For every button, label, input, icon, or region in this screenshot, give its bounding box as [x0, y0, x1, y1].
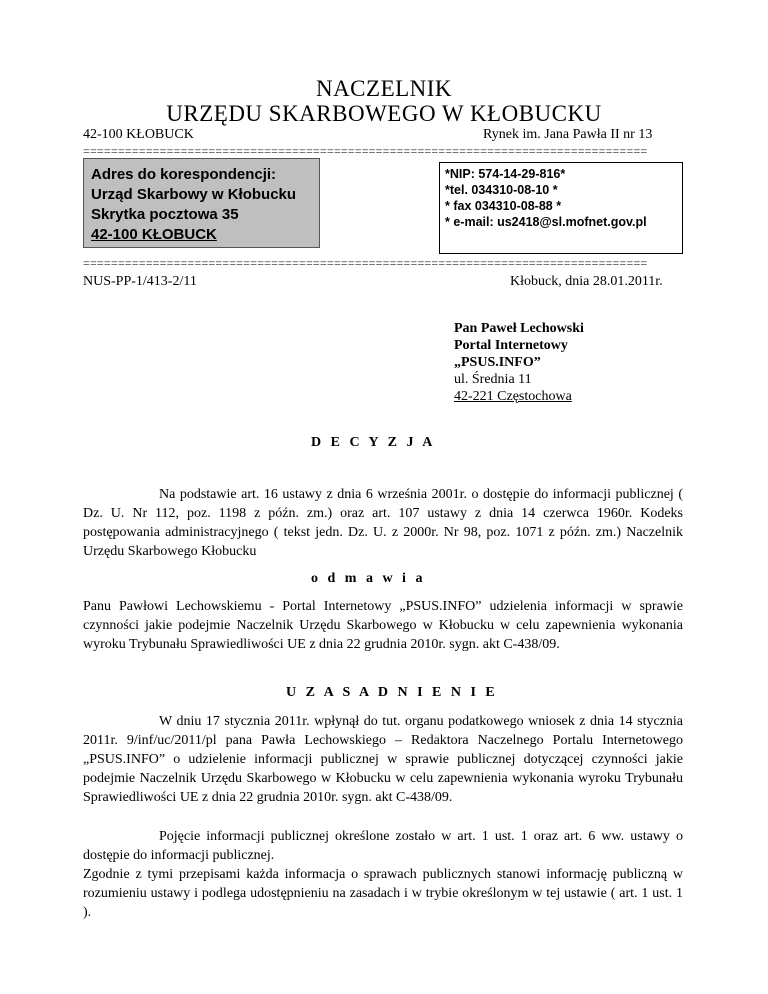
authority-title-line2: URZĘDU SKARBOWEGO W KŁOBUCKU	[166, 101, 602, 126]
header-separator-rule: =================================================================================	[83, 144, 648, 158]
justification-heading: U Z A S A D N I E N I E	[286, 685, 498, 700]
office-postal-city: 42-100 KŁOBUCK	[83, 127, 194, 142]
office-street: Rynek im. Jana Pawła II nr 13	[483, 127, 653, 142]
letter-date: Kłobuck, dnia 28.01.2011r.	[510, 274, 663, 289]
justification-paragraph: W dniu 17 stycznia 2011r. wpłynął do tut. organu podatkowego wniosek z dnia 14 stycznia 2011r. 9/inf/uc/2011/pl pana Pawła Lechowskiego – Redaktora Naczelnego Portalu Internetowego „PSUS.INFO” o udzielenie informacji publicznej w sprawie publicznej dotyczącej czynności jakie podejmie Naczelnik Urzędu Skarbowego w Kłobucku w celu zapewnienia wykonania wyroku Trybunału Sprawiedliwości UE z dnia 22 grudnia 2010r. sygn. akt C-438/09.	[83, 714, 683, 805]
contact-phone: *tel. 034310-08-10 *	[445, 183, 558, 197]
correspondence-po-box: Skrytka pocztowa 35	[91, 206, 239, 223]
definition-paragraph: Pojęcie informacji publicznej określone zostało w art. 1 ust. 1 oraz art. 6 ww. ustawy o dostępie do informacji publicznej.	[83, 829, 683, 863]
recipient-name: Pan Paweł Lechowski	[454, 321, 584, 336]
case-reference-number: NUS-PP-1/413-2/11	[83, 274, 197, 289]
contact-email: * e-mail: us2418@sl.mofnet.gov.pl	[445, 215, 647, 229]
legal-basis-paragraph: Na podstawie art. 16 ustawy z dnia 6 września 2001r. o dostępie do informacji publicznej ( Dz. U. Nr 112, poz. 1198 z późn. zm.) oraz art. 107 ustawy z dnia 14 czerwca 1960r. Kodeks postępowania administracyjnego ( tekst jedn. Dz. U. z 2000r. Nr 98, poz. 1071 z późn. zm.) Naczelnik Urzędu Skarbowego Kłobucku	[83, 487, 683, 559]
decision-heading: D E C Y Z J A	[311, 435, 436, 450]
correspondence-postal-city: 42-100 KŁOBUCK	[91, 226, 217, 243]
recipient-address	[454, 320, 584, 405]
recipient-street: ul. Średnia 11	[454, 372, 532, 387]
authority-title-line1: NACZELNIK	[315, 76, 453, 101]
contact-nip: *NIP: 574-14-29-816*	[445, 167, 566, 181]
refusal-paragraph: Panu Pawłowi Lechowskiemu - Portal Internetowy „PSUS.INFO” udzielenia informacji w sprawie czynności jakie podejmie Naczelnik Urzędu Skarbowego w Kłobucku w celu zapewnienia wykonania wyroku Trybunału Sprawiedliwości UE z dnia 22 grudnia 2010r. sygn. akt C-438/09.	[83, 599, 683, 652]
contact-fax: * fax 034310-08-88 *	[445, 199, 562, 213]
correspondence-label: Adres do korespondencji:	[91, 166, 277, 183]
correspondence-address-box	[83, 158, 320, 248]
contact-details-box	[439, 162, 683, 254]
public-information-paragraph: Zgodnie z tymi przepisami każda informacja o sprawach publicznych stanowi informację publiczną w rozumieniu ustawy i podlega udostępnieniu na zasadach i w trybie określonym w tej ustawie ( art. 1 ust. 1 ).	[83, 867, 683, 920]
recipient-city: 42-221 Częstochowa	[454, 389, 572, 404]
refuses-heading: o d m a w i a	[311, 571, 426, 586]
correspondence-office: Urząd Skarbowy w Kłobucku	[91, 186, 297, 203]
boxes-separator-rule: =================================================================================	[83, 256, 648, 270]
recipient-portal-name: „PSUS.INFO”	[454, 355, 541, 370]
recipient-organization: Portal Internetowy	[454, 338, 568, 353]
